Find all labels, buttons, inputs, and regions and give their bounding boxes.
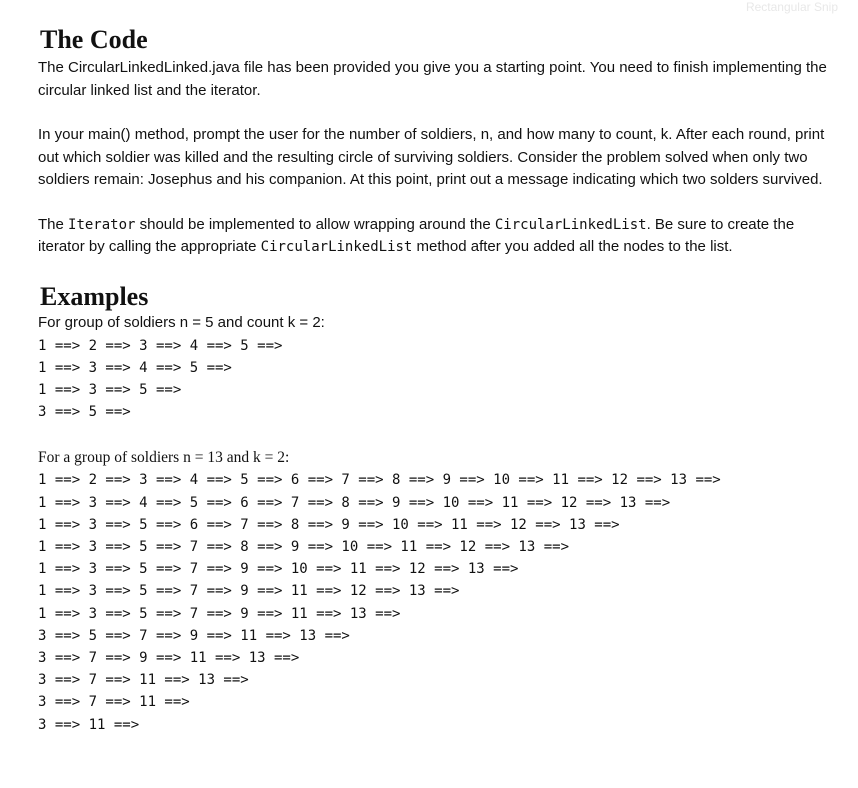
- sequence-line: 1 ==> 2 ==> 3 ==> 4 ==> 5 ==>: [38, 337, 283, 354]
- sequence-line: 1 ==> 3 ==> 4 ==> 5 ==> 6 ==> 7 ==> 8 ==> 9 ==> 10 ==> 11 ==> 12 ==> 13 ==>: [38, 494, 671, 511]
- code-circular-linked-list: CircularLinkedList: [494, 216, 647, 233]
- example-1: [38, 312, 838, 424]
- example-2: [38, 447, 838, 735]
- sequence-line: 1 ==> 3 ==> 5 ==> 6 ==> 7 ==> 8 ==> 9 ==> 10 ==> 11 ==> 12 ==> 13 ==>: [38, 516, 620, 533]
- code-circular-linked-list: CircularLinkedList: [260, 239, 413, 255]
- example-1-intro: For group of soldiers n = 5 and count k = 2:: [38, 313, 325, 331]
- sequence-line: 3 ==> 11 ==>: [38, 716, 140, 733]
- paragraph-intro: The CircularLinkedLinked.java file has been provided you give you a starting point. You need to finish implementing the circular linked list and the iterator.: [38, 59, 827, 99]
- text-run: . Be sure to create the iterator by calling the appropriate: [38, 215, 795, 255]
- sequence-line: 1 ==> 2 ==> 3 ==> 4 ==> 5 ==> 6 ==> 7 ==> 8 ==> 9 ==> 10 ==> 11 ==> 12 ==> 13 ==>: [38, 472, 721, 489]
- paragraph-iterator: [38, 214, 838, 259]
- text-run: The: [38, 215, 69, 233]
- section-title-examples: Examples: [40, 281, 149, 311]
- sequence-line: 3 ==> 7 ==> 9 ==> 11 ==> 13 ==>: [38, 649, 300, 666]
- example-2-intro: For a group of soldiers n = 13 and k = 2:: [38, 449, 290, 467]
- example-2-sequence: [38, 469, 838, 735]
- section-title-the-code: The Code: [40, 25, 148, 54]
- corner-watermark: Rectangular Snip: [745, 0, 838, 14]
- sequence-line: 3 ==> 5 ==>: [38, 404, 131, 421]
- text-run: method after you added all the nodes to the list.: [412, 238, 733, 255]
- sequence-line: 3 ==> 7 ==> 11 ==>: [38, 694, 190, 711]
- sequence-line: 3 ==> 5 ==> 7 ==> 9 ==> 11 ==> 13 ==>: [38, 627, 350, 644]
- text-run: should be implemented to allow wrapping around the: [135, 215, 495, 233]
- document-page: [38, 26, 838, 736]
- sequence-line: 1 ==> 3 ==> 5 ==>: [38, 381, 182, 398]
- code-iterator: Iterator: [68, 216, 136, 233]
- sequence-line: 1 ==> 3 ==> 5 ==> 7 ==> 9 ==> 10 ==> 11 ==> 12 ==> 13 ==>: [38, 561, 519, 578]
- paragraph-main-method: In your main() method, prompt the user for the number of soldiers, n, and how many to count, k. After each round, print out which soldier was killed and the resulting circle of surviving soldiers. Consider the problem solved when only two soldiers remain: Josephus and his companion. At this point, print out a message indicating which two solders survived.: [38, 126, 825, 188]
- sequence-line: 3 ==> 7 ==> 11 ==> 13 ==>: [38, 672, 249, 689]
- sequence-line: 1 ==> 3 ==> 5 ==> 7 ==> 9 ==> 11 ==> 13 ==>: [38, 605, 401, 622]
- sequence-line: 1 ==> 3 ==> 4 ==> 5 ==>: [38, 359, 232, 376]
- sequence-line: 1 ==> 3 ==> 5 ==> 7 ==> 9 ==> 11 ==> 12 ==> 13 ==>: [38, 583, 460, 600]
- sequence-line: 1 ==> 3 ==> 5 ==> 7 ==> 8 ==> 9 ==> 10 ==> 11 ==> 12 ==> 13 ==>: [38, 538, 570, 555]
- example-1-sequence: [38, 335, 838, 424]
